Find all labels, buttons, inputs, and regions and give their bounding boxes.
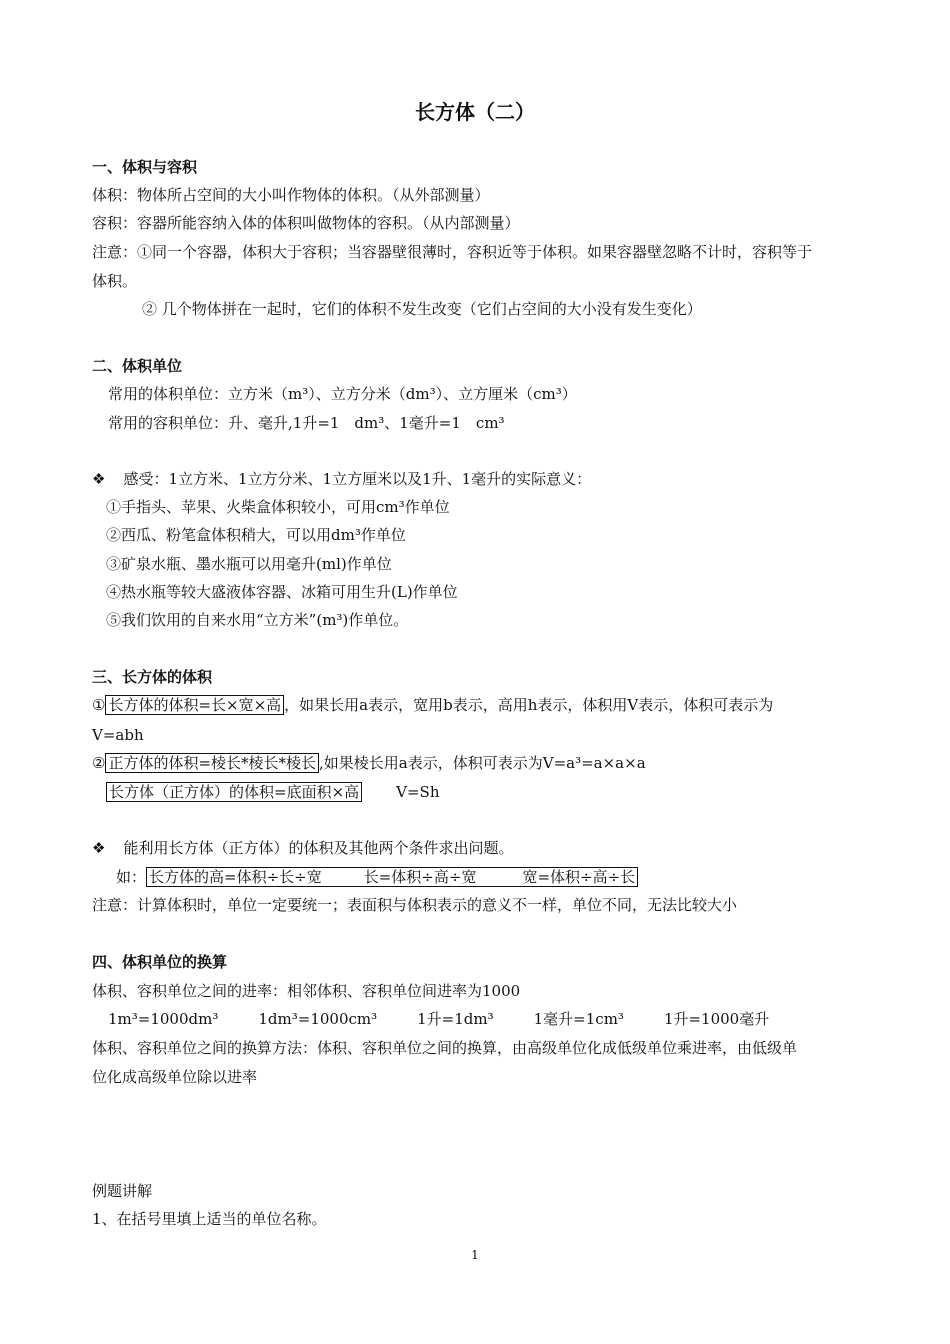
note-1: 注意：①同一个容器，体积大于容积；当容器壁很薄时，容积近等于体积。如果容器壁忽略不计时，容积等于 (92, 243, 813, 261)
conversion-item: 1毫升=1cm³ (533, 1010, 624, 1028)
conversion-item: 1dm³=1000cm³ (258, 1010, 378, 1028)
height-formula: 长方体的高=体积÷长÷宽 (149, 868, 322, 886)
capacity-definition: 容积：容器所能容纳入体的体积叫做物体的容积。（从内部测量） (92, 214, 520, 232)
page-title: 长方体（二） (415, 100, 535, 124)
list-item: ③矿泉水瓶、墨水瓶可以用毫升(ml)作单位 (106, 555, 392, 573)
cube-volume-text: ,如果棱长用a表示，体积可表示为V=a³=a×a×a (319, 754, 646, 772)
section-2-heading: 二、体积单位 (92, 357, 183, 375)
volume-definition: 体积：物体所占空间的大小叫作物体的体积。（从外部测量） (92, 186, 490, 204)
section-4-heading: 四、体积单位的换算 (92, 953, 228, 971)
base-area-formula: 长方体（正方体）的体积=底面积×高 (106, 782, 362, 802)
cuboid-volume-formula: 长方体的体积=长×宽×高 (105, 695, 284, 715)
volume-units: 常用的体积单位：立方米（m³）、立方分米（dm³）、立方厘米（cm³） (108, 385, 577, 403)
cube-volume-formula: 正方体的体积=棱长*棱长*棱长 (105, 753, 319, 773)
conversion-method-cont: 位化成高级单位除以进率 (92, 1068, 258, 1086)
cuboid-volume-text: ，如果长用a表示，宽用b表示，高用h表示，体积用V表示，体积可表示为 (284, 696, 774, 714)
feel-text: 感受：1立方米、1立方分米、1立方厘米以及1升、1毫升的实际意义： (123, 470, 592, 488)
conversion-item: 1升=1dm³ (417, 1010, 494, 1028)
base-area-symbolic: V=Sh (396, 783, 440, 801)
note-2: ② 几个物体拼在一起时，它们的体积不发生改变（它们占空间的大小没有发生变化） (142, 300, 702, 318)
cuboid-volume-symbolic: V=abh (92, 726, 144, 744)
section-3-heading: 三、长方体的体积 (92, 668, 213, 686)
page-number: 1 (471, 1248, 479, 1262)
list-item: ①手指头、苹果、火柴盒体积较小，可用cm³作单位 (106, 498, 450, 516)
question-1: 1、在括号里填上适当的单位名称。 (92, 1210, 327, 1228)
section-1-heading: 一、体积与容积 (92, 158, 198, 176)
conversion-item: 1升=1000毫升 (663, 1010, 770, 1028)
list-item: ④热水瓶等较大盛液体容器、冰箱可用生升(L)作单位 (106, 583, 458, 601)
bullet-icon: ❖ (92, 839, 106, 857)
list-item: ②西瓜、粉笔盒体积稍大，可以用dm³作单位 (106, 526, 406, 544)
capacity-units: 常用的容积单位：升、毫升,1升=1 dm³、1毫升=1 cm³ (108, 414, 505, 432)
unit-note: 注意：计算体积时，单位一定要统一；表面积与体积表示的意义不一样，单位不同，无法比较大小 (92, 896, 738, 914)
examples-heading: 例题讲解 (92, 1182, 153, 1200)
bullet-icon: ❖ (92, 470, 106, 488)
conversion-rate: 体积、容积单位之间的进率：相邻体积、容积单位间进率为1000 (92, 982, 521, 1000)
list-item: ⑤我们饮用的自来水用“立方米”(m³)作单位。 (106, 611, 409, 629)
note-1-cont: 体积。 (92, 272, 138, 290)
length-formula: 长=体积÷高÷宽 (363, 868, 477, 886)
conversion-method: 体积、容积单位之间的换算方法：体积、容积单位之间的换算，由高级单位化成低级单位乘进率，由低级单 (92, 1039, 798, 1057)
circled-1: ① (92, 696, 106, 714)
usage-text: 能利用长方体（正方体）的体积及其他两个条件求出问题。 (123, 839, 514, 857)
example-label: 如： (116, 868, 147, 886)
derived-formulas-box (146, 867, 638, 887)
conversion-item: 1m³=1000dm³ (108, 1010, 219, 1028)
width-formula: 宽=体积÷高÷长 (522, 868, 636, 886)
circled-2: ② (92, 754, 106, 772)
